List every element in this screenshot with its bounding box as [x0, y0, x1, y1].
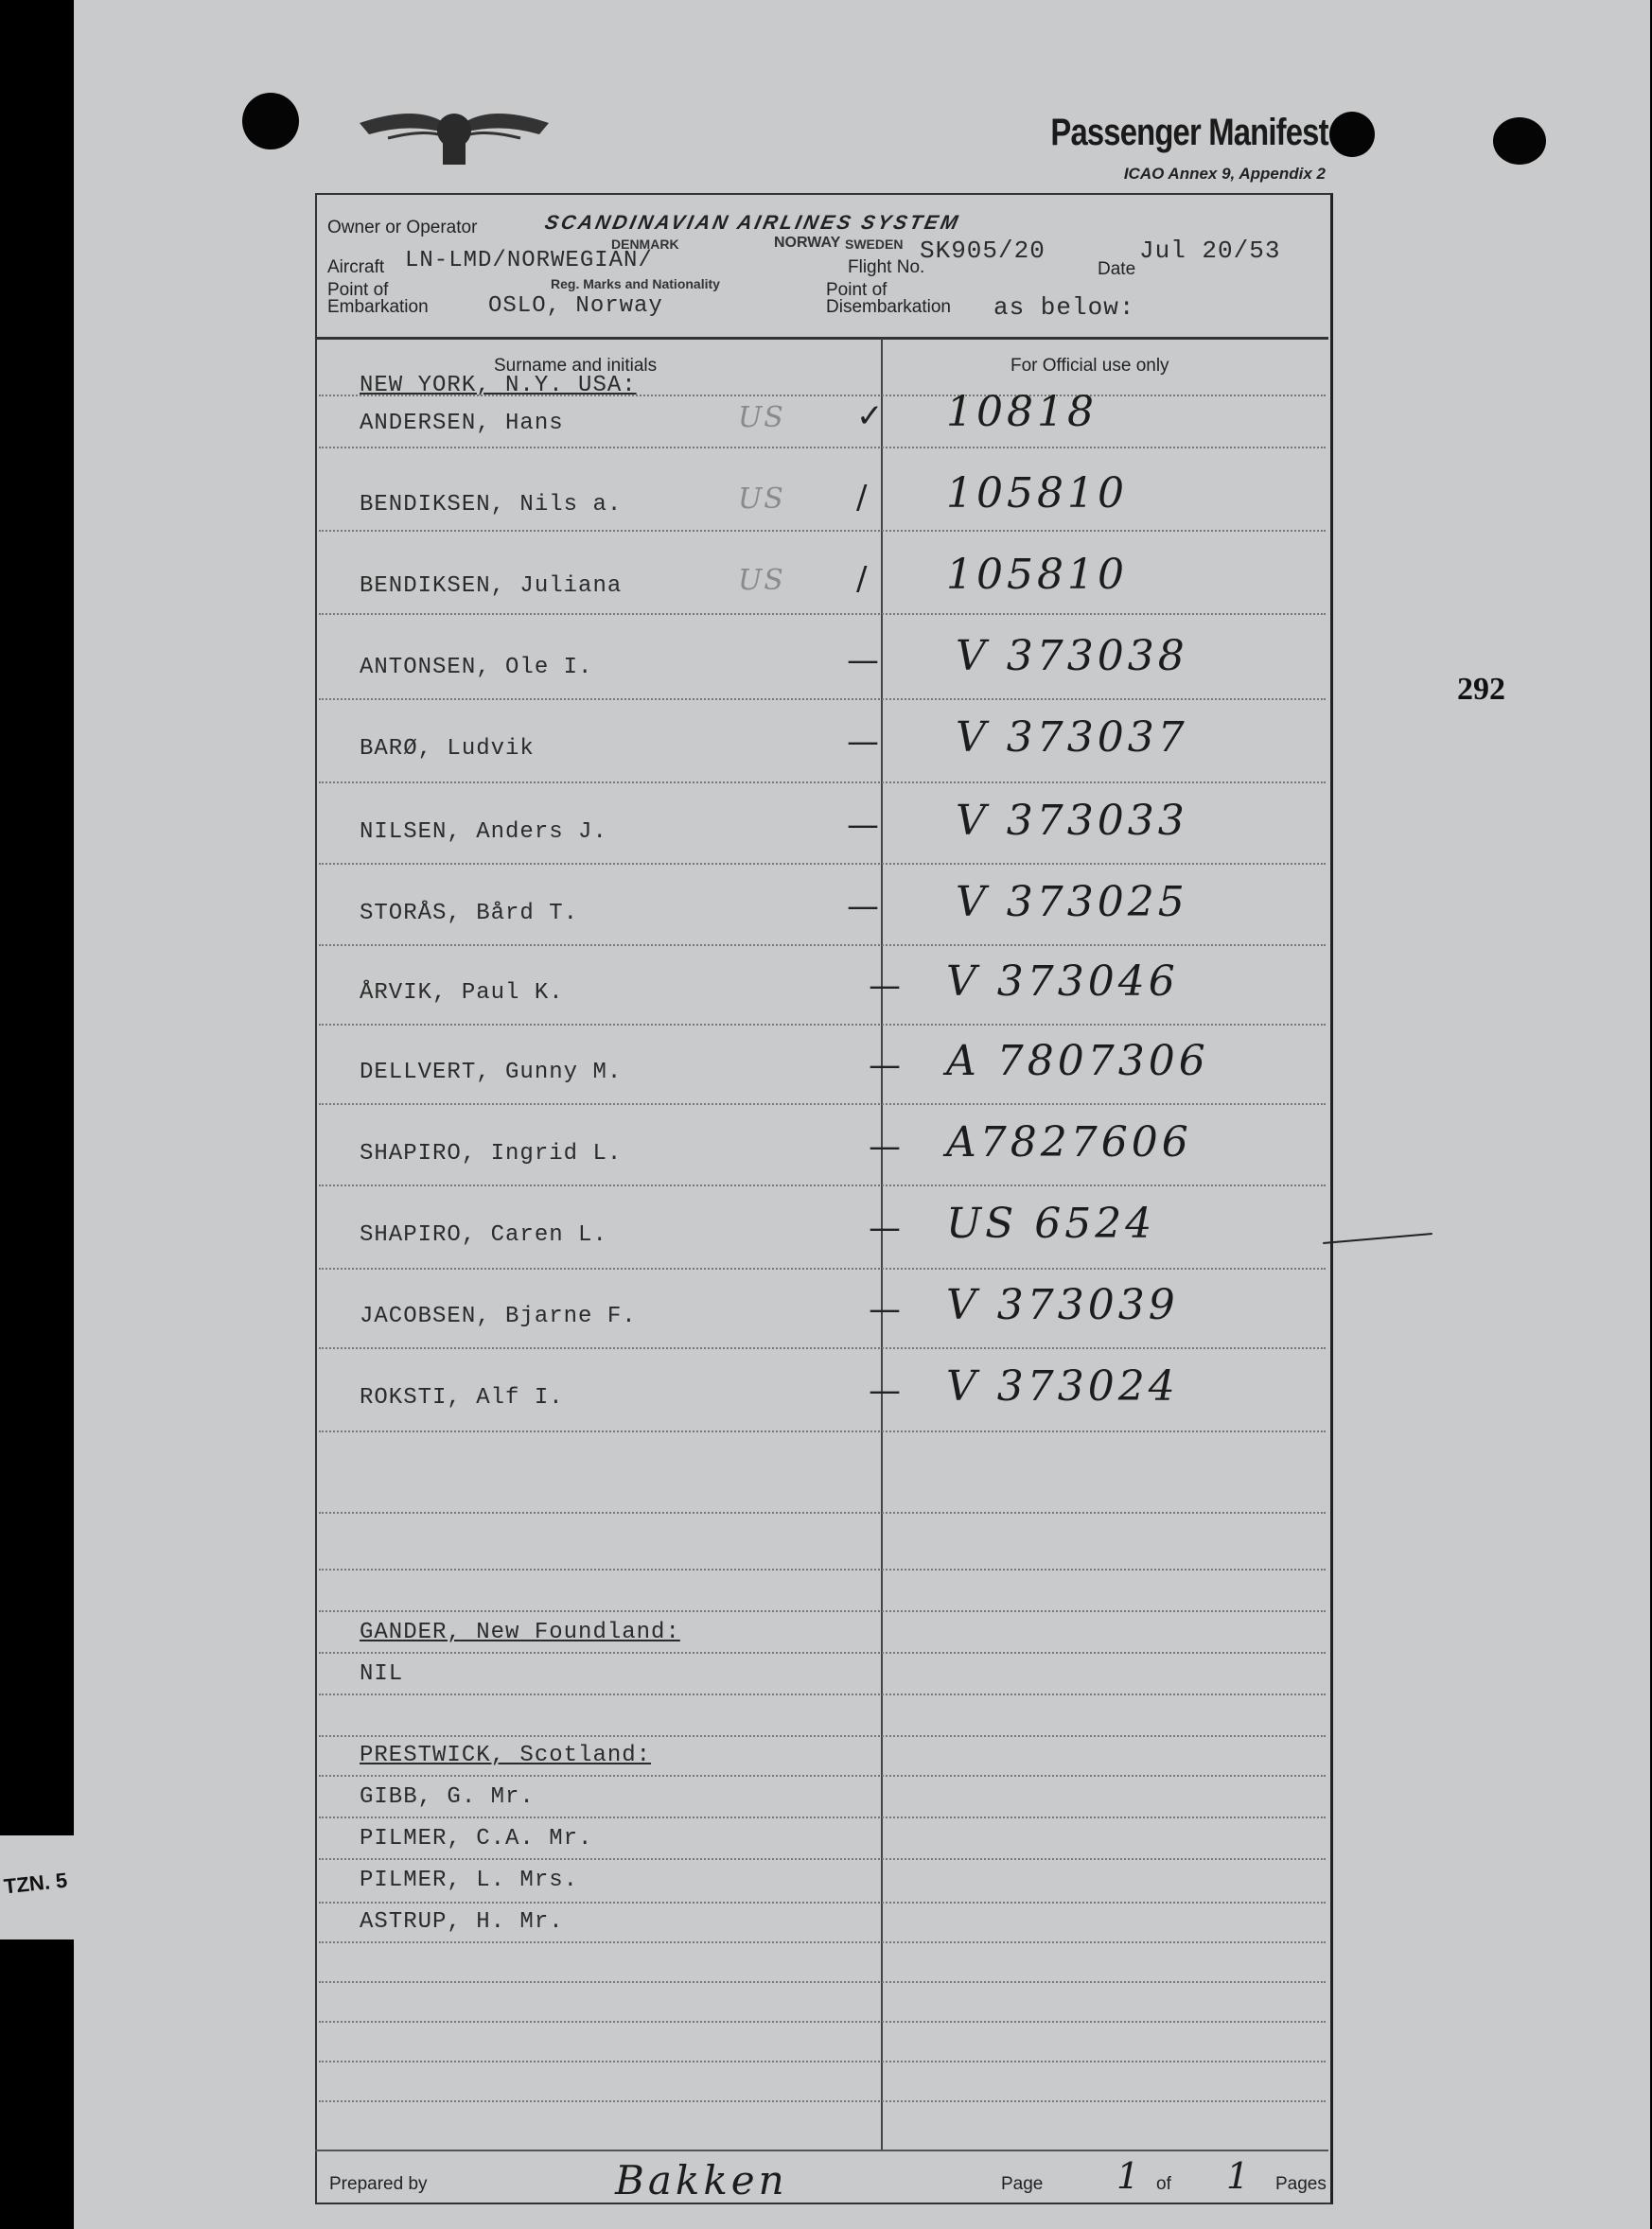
page-value: 1: [1116, 2155, 1144, 2197]
prepared-label: Prepared by: [329, 2174, 428, 2194]
nationality-mark: US: [738, 483, 785, 516]
passenger-name: ROKSTI, Alf I.: [360, 1385, 564, 1411]
ruled-line: [319, 781, 1326, 783]
passenger-name: SHAPIRO, Caren L.: [360, 1222, 607, 1248]
pages-label: Pages: [1275, 2174, 1327, 2194]
form-title: Passenger Manifest: [1050, 112, 1328, 153]
reg-label: Reg. Marks and Nationality: [551, 276, 720, 291]
punch-hole-left: [242, 93, 299, 149]
passenger-name: NILSEN, Anders J.: [360, 819, 607, 845]
official-entry: US 6524: [946, 1200, 1156, 1248]
ruled-line: [319, 613, 1326, 615]
header-divider: [315, 337, 1328, 340]
check-mark: —: [847, 641, 879, 679]
official-entry: A7827606: [946, 1118, 1192, 1167]
destination-heading: PRESTWICK, Scotland:: [360, 1743, 652, 1768]
stamp-fragment: TZN. 5: [2, 1868, 69, 1899]
page-label: Page: [1001, 2174, 1044, 2194]
owner-value: SCANDINAVIAN AIRLINES SYSTEM: [542, 212, 963, 234]
passenger-name: GIBB, G. Mr.: [360, 1784, 535, 1810]
official-entry: V 373033: [956, 797, 1188, 845]
official-entry: V 373037: [956, 713, 1188, 762]
official-entry: 105810: [946, 469, 1128, 518]
footer-divider: [315, 2150, 1328, 2151]
ruled-line: [319, 1775, 1326, 1777]
ruled-line: [319, 1512, 1326, 1514]
ruled-line: [319, 1347, 1326, 1349]
ruled-line: [319, 863, 1326, 865]
ruled-line: [319, 698, 1326, 700]
check-mark: —: [847, 887, 879, 925]
aircraft-value: LN-LMD/NORWEGIAN/: [405, 248, 653, 273]
country-denmark: DENMARK: [611, 237, 679, 252]
passenger-name: DELLVERT, Gunny M.: [360, 1060, 623, 1085]
passenger-name: STORÅS, Bård T.: [360, 901, 579, 926]
nationality-mark: US: [738, 564, 785, 597]
disembark-value: as below:: [993, 293, 1135, 322]
ruled-line: [319, 1268, 1326, 1270]
ruled-line: [319, 1902, 1326, 1904]
nationality-mark: US: [738, 401, 785, 434]
check-mark: —: [869, 967, 901, 1005]
passenger-name: BARØ, Ludvik: [360, 736, 535, 762]
ruled-line: [319, 1024, 1326, 1026]
official-entry: 105810: [946, 551, 1128, 599]
passenger-name: BENDIKSEN, Nils a.: [360, 492, 623, 518]
passenger-name: ÅRVIK, Paul K.: [360, 980, 564, 1006]
passenger-name: PILMER, L. Mrs.: [360, 1868, 579, 1893]
check-mark: —: [847, 723, 879, 761]
ruled-line: [319, 1858, 1326, 1860]
embark-value: OSLO, Norway: [488, 293, 663, 319]
destination-heading: GANDER, New Foundland:: [360, 1620, 680, 1645]
side-number: 292: [1457, 672, 1505, 707]
ruled-line: [319, 447, 1326, 448]
embark-label: Point of Embarkation: [327, 280, 429, 317]
ruled-line: [319, 2061, 1326, 2062]
flight-value: SK905/20: [920, 237, 1046, 265]
flight-label: Flight No.: [848, 257, 925, 277]
ruled-line: [319, 530, 1326, 532]
ruled-line: [319, 1735, 1326, 1737]
passenger-name: ANTONSEN, Ole I.: [360, 655, 593, 680]
country-sweden: SWEDEN: [845, 237, 904, 252]
check-mark: —: [869, 1128, 901, 1166]
punch-hole-right: [1493, 117, 1546, 165]
check-mark: /: [856, 560, 868, 598]
ruled-line: [319, 1569, 1326, 1571]
ruled-line: [319, 1185, 1326, 1186]
date-value: Jul 20/53: [1139, 237, 1281, 265]
passenger-name: SHAPIRO, Ingrid L.: [360, 1141, 623, 1167]
total-value: 1: [1226, 2155, 1254, 2197]
column-header-name: Surname and initials: [494, 356, 658, 376]
ruled-line: [319, 1430, 1326, 1432]
disembark-label: Point of Disembarkation: [826, 280, 951, 317]
passenger-name: ANDERSEN, Hans: [360, 411, 564, 436]
check-mark: —: [869, 1209, 901, 1247]
passenger-name: ASTRUP, H. Mr.: [360, 1909, 564, 1935]
of-label: of: [1156, 2174, 1171, 2194]
aircraft-label: Aircraft: [327, 257, 385, 277]
official-entry: A 7807306: [946, 1037, 1209, 1085]
signature: Bakken: [615, 2157, 788, 2203]
ruled-line: [319, 1694, 1326, 1695]
passenger-name: NIL: [360, 1661, 404, 1687]
ruled-line: [319, 1652, 1326, 1654]
ruled-line: [319, 1981, 1326, 1983]
check-mark: /: [856, 479, 868, 517]
owner-label: Owner or Operator: [327, 218, 478, 237]
form-subtitle: ICAO Annex 9, Appendix 2: [1123, 165, 1326, 183]
destination-heading: NEW YORK, N.Y. USA:: [360, 373, 637, 398]
official-entry: 10818: [946, 388, 1098, 436]
official-entry: V 373038: [956, 632, 1188, 680]
official-entry: V 373025: [956, 878, 1188, 926]
punch-hole-mid: [1329, 112, 1375, 157]
ruled-line: [319, 1817, 1326, 1818]
ruled-line: [319, 2100, 1326, 2102]
passenger-name: JACOBSEN, Bjarne F.: [360, 1304, 637, 1329]
date-label: Date: [1098, 259, 1136, 279]
official-entry: V 373024: [946, 1362, 1179, 1411]
check-mark: —: [869, 1046, 901, 1084]
ruled-line: [319, 1941, 1326, 1943]
check-mark: —: [869, 1290, 901, 1328]
country-norway: NORWAY: [774, 235, 841, 251]
passenger-name: BENDIKSEN, Juliana: [360, 573, 623, 599]
ruled-line: [319, 1610, 1326, 1612]
official-entry: V 373039: [946, 1281, 1179, 1329]
airline-wings-logo-icon: [350, 95, 558, 170]
passenger-name: PILMER, C.A. Mr.: [360, 1826, 593, 1852]
official-entry: V 373046: [946, 957, 1179, 1006]
ruled-line: [319, 944, 1326, 946]
column-header-official: For Official use only: [1011, 356, 1169, 376]
check-mark: —: [847, 806, 879, 844]
check-mark: ✓: [856, 397, 884, 435]
ruled-line: [319, 2021, 1326, 2023]
ruled-line: [319, 1103, 1326, 1105]
check-mark: —: [869, 1372, 901, 1410]
